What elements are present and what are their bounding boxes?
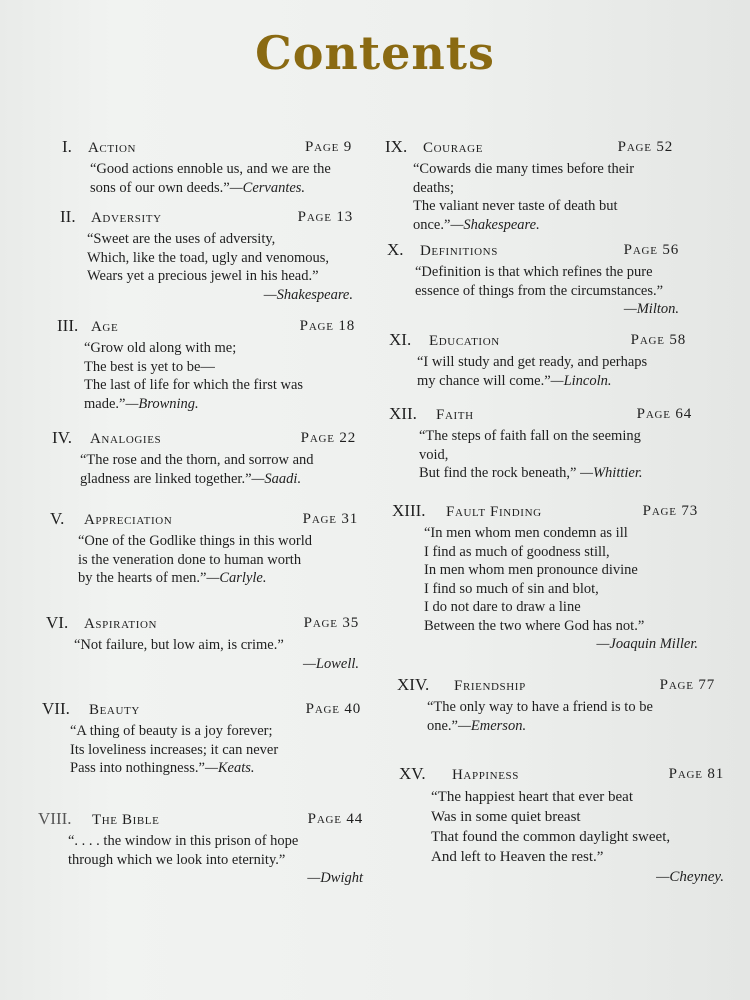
page-number: 58 [669, 332, 686, 348]
entry-heading: Appreciation [84, 512, 173, 528]
entry-quote: “The rose and the thorn, and sorrow and gladness are linked together.” [80, 452, 314, 487]
entry-quote: “Grow old along with me; The best is yet to be— The last of life for which the first was made.” [84, 340, 304, 412]
entry-heading: Education [429, 333, 500, 349]
entry-page [303, 510, 358, 529]
page-number: 40 [344, 701, 361, 717]
entry-numeral: II. [60, 207, 76, 226]
page-label: Page [636, 406, 671, 422]
page-label: Page [642, 503, 677, 519]
page-label: Page [302, 511, 337, 527]
page-label: Page [630, 332, 665, 348]
entry-page [643, 502, 698, 521]
entry-page [304, 614, 359, 633]
entry-numeral: IV. [52, 428, 72, 447]
page-number: 18 [338, 318, 355, 334]
entry-numeral: XI. [389, 330, 412, 349]
page-number: 77 [698, 677, 715, 693]
page-label: Page [299, 318, 334, 334]
entry-quote: “In men whom men condemn as ill I find as much of goodness still, In men whom men pronounce divine I find so much of sin and blot, I do not dare to draw a line Between the two where God has not.” [424, 525, 645, 634]
entry-page [300, 317, 355, 336]
entry-heading: Age [91, 319, 119, 335]
contents-entry-analogies [52, 429, 356, 488]
page-number: 9 [343, 139, 352, 155]
entry-page [660, 676, 715, 695]
contents-entry-age [57, 317, 355, 413]
contents-entry-the-bible [38, 810, 363, 888]
contents-entry-adversity [60, 208, 353, 304]
contents-entry-courage [385, 138, 673, 234]
entry-page [308, 810, 363, 829]
page-number: 64 [675, 406, 692, 422]
entry-quote: “The happiest heart that ever beat Was in some quiet breast That found the common daylight sweet, And left to Heaven the rest.” [431, 789, 671, 865]
contents-entry-fault-finding [392, 502, 698, 654]
entry-author: —Browning. [125, 395, 199, 412]
entry-numeral: X. [387, 240, 404, 259]
entry-numeral: VIII. [38, 809, 72, 828]
page-label: Page [668, 766, 703, 782]
entry-heading: Analogies [90, 431, 162, 447]
entry-numeral: XIV. [397, 675, 430, 694]
entry-author: —Saadi. [251, 470, 302, 487]
entry-heading: Happiness [452, 767, 519, 783]
entry-numeral: XII. [389, 404, 417, 423]
entry-heading: Fault Finding [446, 504, 542, 520]
page-number: 31 [341, 511, 358, 527]
page-number: 44 [346, 811, 363, 827]
entry-author: —Cervantes. [229, 179, 306, 196]
entry-page [631, 331, 686, 350]
entry-numeral: VI. [46, 613, 69, 632]
page-title: Contents [255, 26, 495, 80]
entry-numeral: III. [57, 316, 79, 335]
entry-page [669, 765, 724, 784]
page-number: 22 [339, 430, 356, 446]
entry-quote: “I will study and get ready, and perhaps my chance will come.” [417, 354, 648, 389]
entry-page [306, 700, 361, 719]
entry-quote: “Sweet are the uses of adversity, Which, like the toad, ugly and venomous, Wears yet a precious jewel in his head.” [87, 231, 330, 284]
page-label: Page [300, 430, 335, 446]
contents-entry-faith [389, 405, 692, 483]
entry-author: —Whittier. [580, 465, 643, 481]
entry-heading: Action [88, 140, 137, 156]
entry-heading: Courage [423, 140, 484, 156]
entry-quote: “. . . . the window in this prison of hope through which we look into eternity.” [68, 833, 299, 868]
entry-heading: Aspiration [84, 616, 158, 632]
entry-quote: “Cowards die many times before their deaths; The valiant never taste of death but once.” [413, 161, 635, 233]
entry-author: —Lincoln. [550, 372, 612, 389]
entry-quote: “One of the Godlike things in this world is the veneration done to human worth by the hearts of men.” [78, 533, 312, 586]
page-number: 73 [681, 503, 698, 519]
entry-quote: “A thing of beauty is a joy forever; Its loveliness increases; it can never Pass into nothingness.” [70, 723, 279, 776]
entry-page [624, 241, 679, 260]
page-number: 56 [662, 242, 679, 258]
entry-heading: Friendship [454, 678, 526, 694]
entry-author: —Carlyle. [206, 570, 267, 586]
entry-author: —Dwight [307, 870, 363, 886]
contents-entry-aspiration [46, 614, 359, 673]
page-label: Page [307, 811, 342, 827]
entry-numeral: IX. [385, 137, 408, 156]
page-label: Page [623, 242, 658, 258]
entry-author: —Shakespeare. [450, 216, 540, 233]
entry-numeral: XV. [399, 764, 426, 783]
page-number: 13 [336, 209, 353, 225]
entry-heading: Adversity [91, 210, 162, 226]
entry-numeral: XIII. [392, 501, 426, 520]
page-label: Page [617, 139, 652, 155]
entry-page [618, 138, 673, 157]
entry-numeral: V. [50, 509, 65, 528]
entry-quote: “Good actions ennoble us, and we are the sons of our own deeds.” [90, 161, 331, 196]
contents-entry-beauty [42, 700, 361, 778]
entry-quote: “Not failure, but low aim, is crime.” [74, 637, 284, 653]
entry-heading: Faith [436, 407, 474, 423]
entry-numeral: VII. [42, 699, 70, 718]
entry-heading: Beauty [89, 702, 140, 718]
contents-entry-appreciation [50, 510, 358, 588]
page-label: Page [659, 677, 694, 693]
entry-author: —Milton. [623, 301, 679, 317]
contents-entry-friendship [397, 676, 715, 735]
entry-quote: “The steps of faith fall on the seeming void, But find the rock beneath,” [419, 428, 641, 481]
entry-page [637, 405, 692, 424]
entry-author: —Cheyney. [656, 869, 724, 885]
page-number: 35 [342, 615, 359, 631]
page-label: Page [305, 701, 340, 717]
entry-quote: “The only way to have a friend is to be one.” [427, 699, 653, 734]
page-number: 52 [656, 139, 673, 155]
entry-heading: Definitions [420, 243, 498, 259]
page-label: Page [303, 615, 338, 631]
entry-heading: The Bible [92, 812, 160, 828]
entry-author: —Lowell. [303, 655, 359, 672]
contents-entry-education [389, 331, 686, 390]
entry-page [301, 429, 356, 448]
contents-entry-happiness [399, 765, 724, 887]
entry-quote: “Definition is that which refines the pure essence of things from the circumstances.” [415, 264, 664, 299]
entry-page [305, 138, 352, 157]
contents-entry-definitions [387, 241, 679, 319]
entry-author: —Emerson. [458, 717, 527, 734]
contents-entry-action [62, 138, 352, 197]
page-label: Page [304, 139, 340, 155]
entry-page [298, 208, 353, 227]
entry-author: —Joaquin Miller. [596, 636, 698, 652]
entry-author: —Keats. [204, 760, 255, 776]
entry-author: —Shakespeare. [263, 286, 353, 303]
page-label: Page [297, 209, 332, 225]
entry-numeral: I. [62, 137, 72, 156]
page-number: 81 [707, 766, 724, 782]
